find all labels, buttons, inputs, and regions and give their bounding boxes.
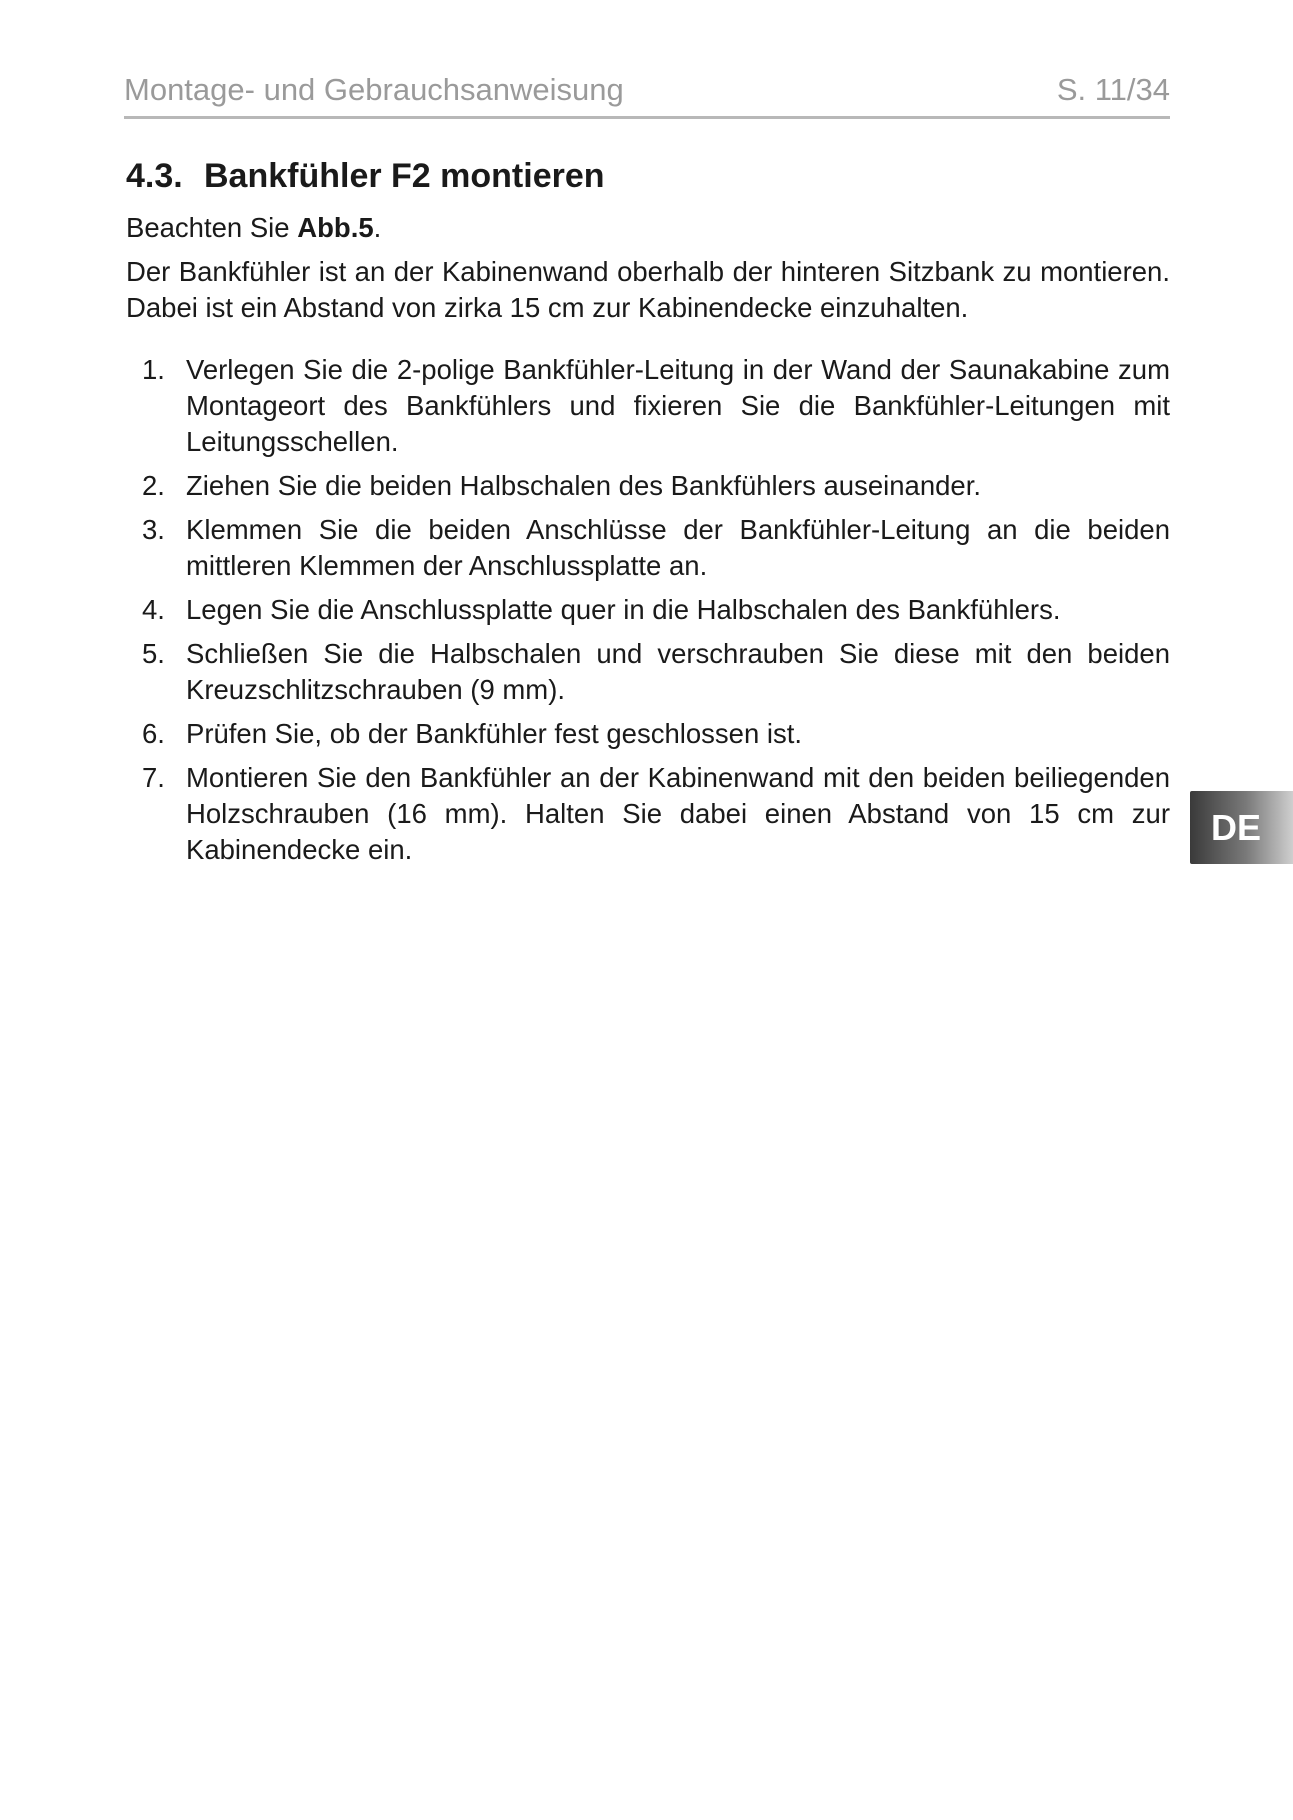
section-number: 4.3. [126,157,183,195]
step-text: Prüfen Sie, ob der Bankfühler fest geschlossen ist. [186,718,803,749]
step-number: 4. [142,594,165,625]
step-text: Montieren Sie den Bankfühler an der Kabinenwand mit den beiden beiliegenden Holzschrauben (16 mm). Halten Sie dabei einen Abstand von 15 cm zur Kabinendecke ein. [186,762,1170,865]
step-text: Legen Sie die Anschlussplatte quer in die Halbschalen des Bankfühlers. [186,594,1061,625]
page-content [126,210,1170,876]
language-tab: DE [1190,791,1293,864]
figure-reference: Abb.5 [297,212,374,243]
list-item [126,512,1170,584]
page-header [124,68,1170,118]
list-item [126,716,1170,752]
header-divider [124,116,1170,119]
section-title-text: Bankfühler F2 montieren [204,157,605,195]
figure-note-prefix: Beachten Sie [126,212,298,243]
intro-paragraph: Der Bankfühler ist an der Kabinenwand oberhalb der hinteren Sitzbank zu montieren. Dabei ist ein Abstand von zirka 15 cm zur Kabinendecke einzuhalten. [126,256,1170,323]
step-list [126,352,1170,868]
figure-note [126,210,1170,246]
document-title: Montage- und Gebrauchsanweisung [124,72,624,107]
list-item [126,636,1170,708]
figure-note-suffix: . [373,212,382,243]
list-item [126,468,1170,504]
section-heading [126,152,605,200]
page-number: S. 11/34 [1056,72,1170,107]
list-item [126,352,1170,460]
step-text: Schließen Sie die Halbschalen und verschrauben Sie diese mit den beiden Kreuzschlitzschrauben (9 mm). [186,638,1170,705]
step-text: Ziehen Sie die beiden Halbschalen des Bankfühlers auseinander. [186,470,981,501]
step-number: 3. [142,514,165,545]
step-number: 5. [142,638,165,669]
step-number: 7. [142,762,165,793]
step-text: Klemmen Sie die beiden Anschlüsse der Bankfühler-Leitung an die beiden mittleren Klemmen der Anschlussplatte an. [186,514,1170,581]
list-item [126,760,1170,868]
step-text: Verlegen Sie die 2-polige Bankfühler-Leitung in der Wand der Saunakabine zum Montageort des Bankfühlers und fixieren Sie die Bankfühler-Leitungen mit Leitungsschellen. [186,354,1170,457]
step-number: 6. [142,718,165,749]
step-number: 1. [142,354,165,385]
list-item [126,592,1170,628]
step-number: 2. [142,470,165,501]
